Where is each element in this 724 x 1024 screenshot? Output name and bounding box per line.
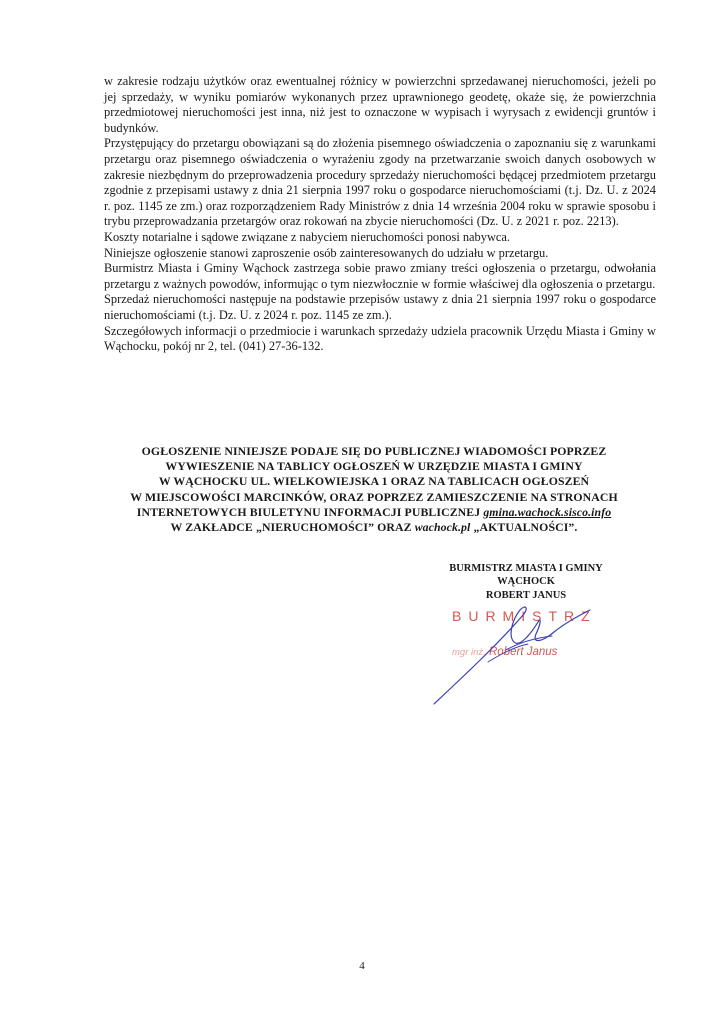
paragraph-invitation: Niniejsze ogłoszenie stanowi zaproszenie osób zainteresowanych do udziału w przetargu. <box>104 245 549 260</box>
notice-line-text: W ZAKŁADCE „NIERUCHOMOŚCI” ORAZ <box>170 520 415 535</box>
paragraph-area-correction: w zakresie rodzaju użytków oraz ewentualnej różnicy w powierzchni sprzedawanej nieruchomości, jeżeli po jej sprzedaży, w wyniku pomiarów wykonanych przez uprawnionego geodetę, okaże się, że powierzchnia przedmiotowej nieruchomości jest inna, niż jest to oznaczone w wypisach i wyrysach z ewidencji gruntów i budynków. <box>104 74 656 135</box>
body-text <box>104 74 656 355</box>
signatory-municipality: WĄCHOCK <box>497 576 555 588</box>
paragraph-notary-costs: Koszty notarialne i sądowe związane z nabyciem nieruchomości ponosi nabywca. <box>104 229 510 244</box>
signatory-title: BURMISTRZ MIASTA I GMINY <box>449 563 603 574</box>
notice-line <box>86 505 662 520</box>
page-number: 4 <box>359 960 365 972</box>
paragraph-bidder-declarations: Przystępujący do przetargu obowiązani są do złożenia pisemnego oświadczenia o zapoznaniu się z warunkami przetargu oraz pisemnego oświadczenia o wyrażeniu zgody na przetwarzanie swoich danych osobowych w zakresie niezbędnym do przeprowadzenia procedury sprzedaży nieruchomości będącej przedmiotem przetargu zgodnie z przepisami ustawy z dnia 21 sierpnia 1997 roku o gospodarce nieruchomościami (t.j. Dz. U. z 2024 r. poz. 1145 ze zm.) oraz rozporządzeniem Rady Ministrów z dnia 14 września 2004 roku w sprawie sposobu i trybu przeprowadzania przetargów oraz rokowań na zbycie nieruchomości (Dz. U. z 2021 r. poz. 2213). <box>104 136 656 229</box>
notice-line-text: INTERNETOWYCH BIULETYNU INFORMACJI PUBLICZNEJ <box>136 504 484 519</box>
stamp-person: Robert Janus <box>489 646 558 658</box>
notice-line: OGŁOSZENIE NINIEJSZE PODAJE SIĘ DO PUBLICZNEJ WIADOMOŚCI POPRZEZ <box>141 444 607 458</box>
paragraph-legal-basis: Sprzedaż nieruchomości następuje na podstawie przepisów ustawy z dnia 21 sierpnia 1997 roku o gospodarce nieruchomościami (t.j. Dz. U. z 2024 r. poz. 1145 ze zm.). <box>104 292 656 322</box>
stamp-degree: mgr inż. <box>452 647 486 658</box>
signatory-name: ROBERT JANUS <box>485 589 567 601</box>
notice-line-text: „AKTUALNOŚCI”. <box>470 520 578 535</box>
official-stamp-title: BURMISTRZ <box>452 608 597 624</box>
notice-line: W MIEJSCOWOŚCI MARCINKÓW, ORAZ POPRZEZ ZAMIESZCZENIE NA STRONACH <box>130 489 618 504</box>
paragraph-right-to-change: Burmistrz Miasta i Gminy Wąchock zastrzega sobie prawo zmiany treści ogłoszenia o przetargu, odwołania przetargu z ważnych powodów, informując o tym niezwłocznie w formie właściwej dla ogłoszenia o przetargu. <box>104 261 656 291</box>
handwritten-signature <box>428 592 608 712</box>
website-name: wachock.pl <box>414 520 471 535</box>
notice-line <box>86 520 662 535</box>
notice-line: WYWIESZENIE NA TABLICY OGŁOSZEŃ W URZĘDZIE MIASTA I GMINY <box>165 459 583 474</box>
publication-notice <box>86 444 662 535</box>
paragraph-contact-info: Szczegółowych informacji o przedmiocie i warunkach sprzedaży udziela pracownik Urzędu Miasta i Gminy w Wąchocku, pokój nr 2, tel. (041) 27-36-132. <box>104 323 656 354</box>
bip-link[interactable]: gmina.wachock.sisco.info <box>483 504 612 519</box>
notice-line: W WĄCHOCKU UL. WIELKOWIEJSKA 1 ORAZ NA TABLICACH OGŁOSZEŃ <box>158 474 590 489</box>
